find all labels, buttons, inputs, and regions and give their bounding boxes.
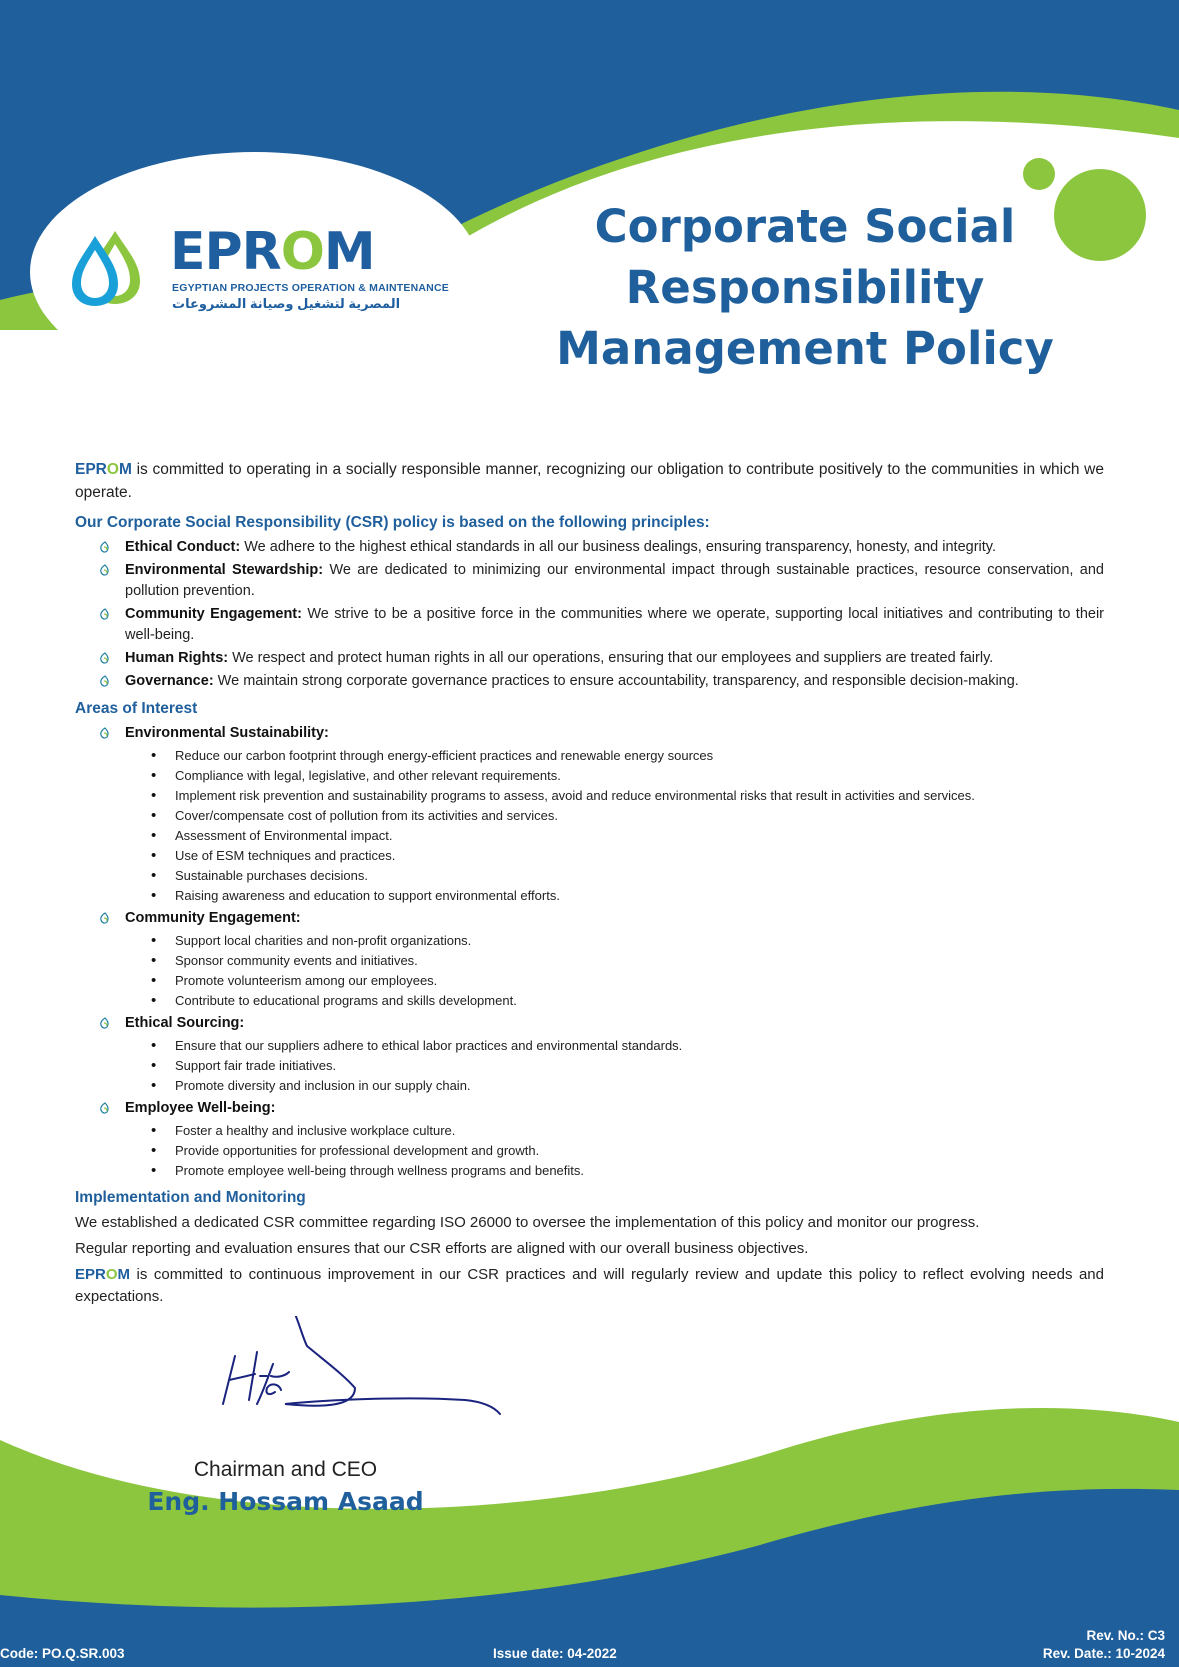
principles-heading: Our Corporate Social Responsibility (CSR) policy is based on the following principles:: [75, 514, 710, 531]
document-code: Code: PO.Q.SR.003: [0, 1646, 125, 1661]
area-item: • Promote volunteerism among our employees.: [175, 971, 1104, 991]
leaf-bullet-icon: [99, 564, 111, 576]
area-items: [125, 746, 1104, 906]
principle-item: [125, 648, 1104, 669]
area-item: • Use of ESM techniques and practices.: [175, 846, 1104, 866]
area-group: [125, 908, 1104, 1011]
principle-text: We maintain strong corporate governance practices to ensure accountability, transparency, and responsible decision-making.: [213, 673, 1019, 689]
leaf-bullet-icon: [99, 675, 111, 687]
issue-date: Issue date: 04-2022: [493, 1646, 617, 1661]
area-item: • Contribute to educational programs and skills development.: [175, 991, 1104, 1011]
area-item: • Compliance with legal, legislative, and other relevant requirements.: [175, 766, 1104, 786]
title-line-3: Management Policy: [556, 322, 1054, 375]
area-item: • Support local charities and non-profit organizations.: [175, 931, 1104, 951]
leaf-bullet-icon: [99, 912, 111, 924]
revision-date: Rev. Date.: 10-2024: [1042, 1646, 1165, 1661]
implementation-paragraph-1: We established a dedicated CSR committee regarding ISO 26000 to oversee the implementation of this policy and monitor our progress.: [75, 1214, 980, 1231]
implementation-paragraph-2: Regular reporting and evaluation ensures that our CSR efforts are aligned with our overall business objectives.: [75, 1240, 809, 1257]
area-title: Ethical Sourcing:: [125, 1015, 245, 1031]
principle-item: [125, 560, 1104, 602]
principle-term: Human Rights:: [125, 650, 229, 666]
leaf-bullet-icon: [99, 1102, 111, 1114]
area-item: • Promote diversity and inclusion in our supply chain.: [175, 1076, 1104, 1096]
revision-number: Rev. No.: C3: [1086, 1628, 1165, 1643]
signatory-name: Eng. Hossam Asaad: [147, 1487, 424, 1516]
area-title: Employee Well-being:: [125, 1100, 276, 1116]
signatory-role: Chairman and CEO: [193, 1458, 378, 1481]
logo-arabic-name: المصرية لتشغيل وصيانة المشروعات: [172, 296, 401, 311]
policy-body: [75, 458, 1104, 1312]
logo-wordmark: EPROM: [170, 222, 375, 282]
area-group: [125, 723, 1104, 906]
principle-term: Environmental Stewardship:: [125, 562, 324, 578]
area-item: • Assessment of Environmental impact.: [175, 826, 1104, 846]
brand-name: EPROM: [75, 1266, 131, 1283]
principle-text: We adhere to the highest ethical standards in all our business dealings, ensuring transparency, honesty, and integrity.: [240, 539, 996, 555]
area-item: • Promote employee well-being through wellness programs and benefits.: [175, 1161, 1104, 1181]
leaf-bullet-icon: [99, 727, 111, 739]
area-item: • Ensure that our suppliers adhere to ethical labor practices and environmental standards.: [175, 1036, 1104, 1056]
principle-text: We strive to be a positive force in the communities where we operate, supporting local initiatives and contributing to their well-being.: [125, 606, 1105, 643]
implementation-section: [75, 1187, 1104, 1308]
principle-text: We respect and protect human rights in all our operations, ensuring that our employees and suppliers are treated fairly.: [228, 650, 994, 666]
area-item: • Support fair trade initiatives.: [175, 1056, 1104, 1076]
leaf-bullet-icon: [99, 541, 111, 553]
title-line-1: Corporate Social: [594, 200, 1016, 253]
handwritten-signature: [205, 1316, 545, 1456]
area-item: • Raising awareness and education to support environmental efforts.: [175, 886, 1104, 906]
intro-paragraph: EPROM is committed to operating in a socially responsible manner, recognizing our obligation to contribute positively to the communities in which we operate.: [75, 461, 1104, 501]
principle-term: Community Engagement:: [125, 606, 302, 622]
areas-heading: Areas of Interest: [75, 700, 198, 717]
company-logo: [70, 222, 449, 317]
leaf-bullet-icon: [99, 608, 111, 620]
area-title: Community Engagement:: [125, 910, 301, 926]
implementation-heading: Implementation and Monitoring: [75, 1189, 306, 1206]
brand-name: EPROM: [75, 461, 132, 478]
area-item: • Sustainable purchases decisions.: [175, 866, 1104, 886]
page-title: [535, 196, 1075, 379]
area-item: • Sponsor community events and initiatives.: [175, 951, 1104, 971]
area-item: • Provide opportunities for professional development and growth.: [175, 1141, 1104, 1161]
principle-term: Ethical Conduct:: [125, 539, 241, 555]
area-group: [125, 1013, 1104, 1096]
implementation-paragraph-3: EPROM is committed to continuous improvement in our CSR practices and will regularly review and update this policy to reflect evolving needs and expectations.: [75, 1266, 1104, 1305]
areas-list: [75, 723, 1104, 1181]
area-items: [125, 1036, 1104, 1096]
logo-subtitle: EGYPTIAN PROJECTS OPERATION & MAINTENANCE: [172, 282, 449, 294]
principle-term: Governance:: [125, 673, 214, 689]
area-item: • Implement risk prevention and sustainability programs to assess, avoid and reduce environmental risks that result in activities and services.: [175, 786, 1104, 806]
area-item: • Cover/compensate cost of pollution from its activities and services.: [175, 806, 1104, 826]
principle-item: [125, 537, 1104, 558]
title-line-2: Responsibility: [625, 261, 985, 314]
leaf-bullet-icon: [99, 652, 111, 664]
principle-item: [125, 604, 1104, 646]
principles-list: [75, 537, 1104, 692]
area-items: [125, 931, 1104, 1011]
principle-item: [125, 671, 1104, 692]
leaf-bullet-icon: [99, 1017, 111, 1029]
area-items: [125, 1121, 1104, 1181]
water-drops-icon: [70, 226, 165, 306]
area-title: Environmental Sustainability:: [125, 725, 329, 741]
principle-text: We are dedicated to minimizing our environmental impact through sustainable practices, resource conservation, and pollution prevention.: [125, 562, 1104, 599]
area-item: • Foster a healthy and inclusive workplace culture.: [175, 1121, 1104, 1141]
area-item: • Reduce our carbon footprint through energy-efficient practices and renewable energy sources: [175, 746, 1104, 766]
area-group: [125, 1098, 1104, 1181]
